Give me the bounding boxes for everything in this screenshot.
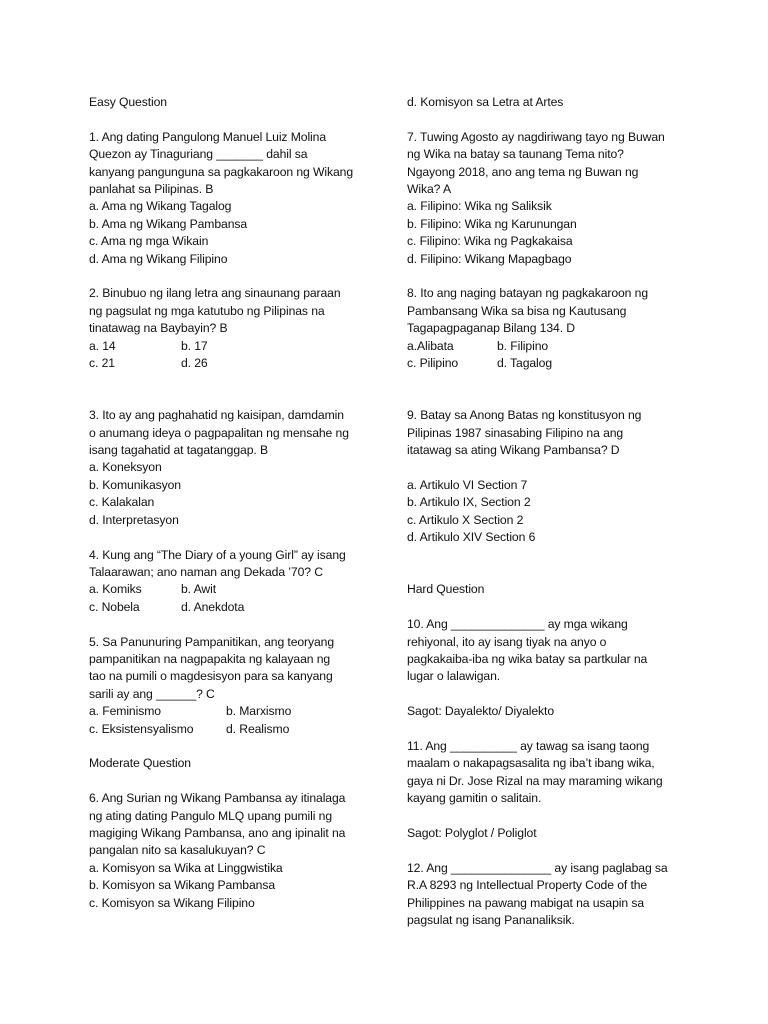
option-row bbox=[89, 599, 381, 616]
option: d. Filipino: Wikang Mapagbago bbox=[407, 251, 572, 266]
right-column bbox=[407, 94, 703, 929]
option: a. Koneksyon bbox=[89, 460, 162, 475]
option: b. Artikulo IX, Section 2 bbox=[407, 495, 531, 510]
hard-question-heading: Hard Question bbox=[407, 582, 485, 597]
option-row bbox=[89, 581, 381, 598]
question-3: 3. Ito ay ang paghahatid ng kaisipan, damdamin o anumang ideya o pagpapalitan ng mensahe ng isang tagahatid at tagatanggap. B a. Koneksyon b. Komunikasyon c. Kalakalan d. Interpretasyon bbox=[89, 407, 381, 529]
option: c. Kalakalan bbox=[89, 495, 155, 510]
option: a. Filipino: Wika ng Saliksik bbox=[407, 199, 552, 214]
question-7: 7. Tuwing Agosto ay nagdiriwang tayo ng Buwan ng Wika na batay sa taunang Tema nito? Ngayong 2018, ano ang tema ng Buwan ng Wika? A a. Filipino: Wika ng Saliksik b. Filipino: Wika ng Karunungan c. Filipino: Wika ng Pagkakaisa d. Filipino: Wikang Mapagbago bbox=[407, 129, 703, 268]
option: d. Ama ng Wikang Filipino bbox=[89, 251, 228, 266]
left-column bbox=[89, 94, 381, 912]
option: c. Ama ng mga Wikain bbox=[89, 234, 209, 249]
question-12: 12. Ang _______________ ay isang paglabag sa R.A 8293 ng Intellectual Property Code of the Philippines na pawang mabigat na usapin sa pagsulat ng isang Pananaliksik. bbox=[407, 860, 668, 927]
question-1: 1. Ang dating Pangulong Manuel Luiz Molina Quezon ay Tinaguriang _______ dahil sa kanyang pangunguna sa pagkakaroon ng Wikang panlahat sa Pilipinas. B a. Ama ng Wikang Tagalog b. Ama ng Wikang Pambansa c. Ama ng mga Wikain d. Ama ng Wikang Filipino bbox=[89, 129, 381, 268]
question-8: 8. Ito ang naging batayan ng pagkakaroon ng Pambansang Wika sa bisa ng Kautusang Tagapagpaganap Bilang 134. D a.Alibata b. Filipino c. Pilipino d. Tagalog bbox=[407, 285, 703, 372]
option: d. Interpretasyon bbox=[89, 512, 179, 527]
option: b. Komunikasyon bbox=[89, 477, 181, 492]
option: c. Komisyon sa Wikang Filipino bbox=[89, 895, 255, 910]
option: d. Komisyon sa Letra at Artes bbox=[407, 95, 564, 109]
option-row bbox=[407, 338, 703, 355]
question-5: 5. Sa Panunuring Pampanitikan, ang teoryang pampanitikan na nagpapakita ng kalayaan ng tao na pumili o magdesisyon para sa kanyang sarili ay ang ______? C a. Feminismo b. Marxismo c. Eksistensyalismo d. Realismo bbox=[89, 634, 381, 738]
option-row bbox=[89, 338, 381, 355]
option: b. Ama ng Wikang Pambansa bbox=[89, 216, 248, 231]
option: c. Nobela bbox=[89, 599, 140, 614]
option: a. Artikulo VI Section 7 bbox=[407, 477, 528, 492]
option: b. 17 bbox=[181, 338, 208, 353]
question-4: 4. Kung ang “The Diary of a young Girl” ay isang Talaarawan; ano naman ang Dekada ’70? C a. Komiks b. Awit c. Nobela d. Anekdota bbox=[89, 547, 381, 617]
option: a. 14 bbox=[89, 338, 116, 353]
question-11: 11. Ang __________ ay tawag sa isang taong maalam o nakapagsasalita ng iba’t ibang wika, gaya ni Dr. Jose Rizal na may maraming wikang kayang gamitin o salitain. Sagot: Polyglot / Poliglot bbox=[407, 738, 703, 842]
question-10: 10. Ang ______________ ay mga wikang rehiyonal, ito ay isang tiyak na anyo o pagkakaiba-iba ng wika batay sa partkular na lugar o lalawigan. Sagot: Dayalekto/ Diyalekto bbox=[407, 616, 703, 720]
answer: Sagot: Dayalekto/ Diyalekto bbox=[407, 704, 555, 719]
option: c. Eksistensyalismo bbox=[89, 721, 194, 736]
option: b. Filipino: Wika ng Karunungan bbox=[407, 216, 577, 231]
moderate-question-heading: Moderate Question bbox=[89, 756, 191, 771]
option: b. Filipino bbox=[497, 338, 549, 353]
option-row bbox=[89, 355, 381, 372]
option: a.Alibata bbox=[407, 338, 454, 353]
option-row bbox=[89, 703, 381, 720]
question-2: 2. Binubuo ng ilang letra ang sinaunang paraan ng pagsulat ng mga katutubo ng Pilipinas na tinatawag na Baybayin? B a. 14 b. 17 c. 21 d. 26 bbox=[89, 285, 381, 372]
option: b. Komisyon sa Wikang Pambansa bbox=[89, 878, 275, 893]
option-row bbox=[89, 721, 381, 738]
option: d. 26 bbox=[181, 356, 208, 371]
option: a. Komiks bbox=[89, 582, 142, 597]
option: c. Pilipino bbox=[407, 356, 459, 371]
option: b. Marxismo bbox=[226, 704, 292, 719]
option: d. Artikulo XIV Section 6 bbox=[407, 530, 536, 545]
question-9: 9. Batay sa Anong Batas ng konstitusyon ng Pilipinas 1987 sinasabing Filipino na ang itatawag sa ating Wikang Pambansa? D a. Artikulo VI Section 7 b. Artikulo IX, Section 2 c. Artikulo X Section 2 d. Artikulo XIV Section 6 bbox=[407, 407, 703, 546]
option: a. Komisyon sa Wika at Linggwistika bbox=[89, 860, 283, 875]
option: d. Realismo bbox=[226, 721, 290, 736]
option: c. 21 bbox=[89, 356, 115, 371]
question-6: 6. Ang Surian ng Wikang Pambansa ay itinalaga ng ating dating Pangulo MLQ upang pumili ng magiging Wikang Pambansa, ano ang ipinalit na pangalan nito sa kasalukuyan? C a. Komisyon sa Wika at Linggwistika b. Komisyon sa Wikang Pambansa c. Komisyon sa Wikang Filipino bbox=[89, 790, 381, 912]
option: a. Feminismo bbox=[89, 704, 161, 719]
answer: Sagot: Polyglot / Poliglot bbox=[407, 825, 537, 840]
option: c. Filipino: Wika ng Pagkakaisa bbox=[407, 234, 573, 249]
option: d. Anekdota bbox=[181, 599, 245, 614]
option: b. Awit bbox=[181, 582, 216, 597]
option: c. Artikulo X Section 2 bbox=[407, 512, 524, 527]
easy-question-heading: Easy Question bbox=[89, 95, 167, 109]
option: a. Ama ng Wikang Tagalog bbox=[89, 199, 232, 214]
option: d. Tagalog bbox=[497, 356, 553, 371]
option-row bbox=[407, 355, 703, 372]
